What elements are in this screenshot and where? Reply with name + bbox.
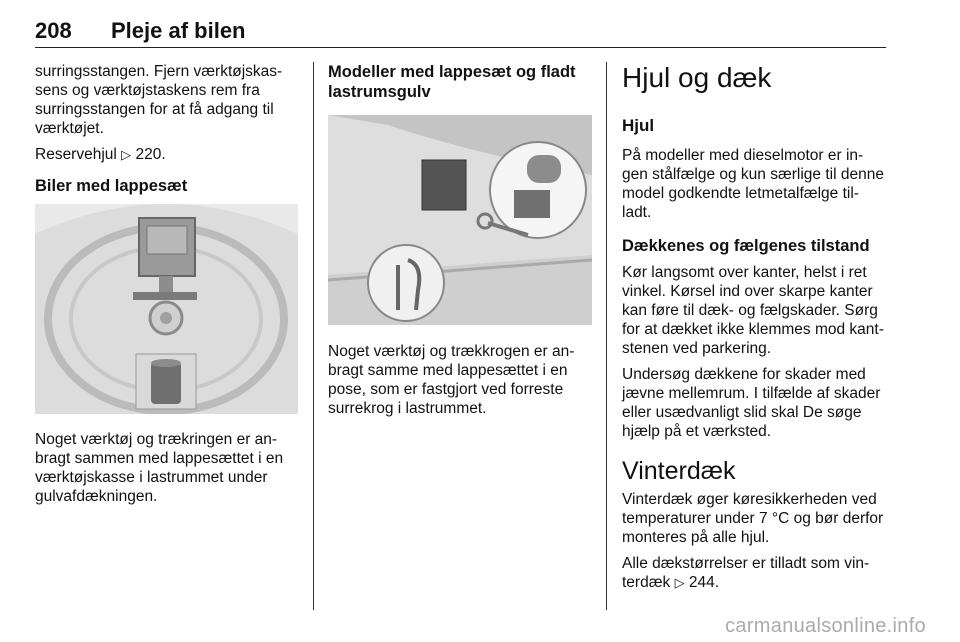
figure-caption-2: Noget værktøj og trækkrogen er an- bragt samme med lappesættet i en pose, som er fastgjort ved forreste surrekrog i lastrummet. (328, 343, 575, 417)
page-number: 208 (35, 18, 72, 43)
paragraph: surringsstangen. Fjern værktøjskas- sens og værktøjstaskens rem fra surringsstangen for at få adgang til værktøjet. (35, 63, 283, 137)
paragraph: På modeller med dieselmotor er in- gen stålfælge og kun særlige til denne model godkendte letmetalfælge til- ladt. (622, 147, 884, 221)
arrow-ref-icon: ▷ (674, 575, 685, 590)
arrow-ref-icon: ▷ (121, 147, 132, 162)
paragraph: Kør langsomt over kanter, helst i ret vinkel. Kørsel ind over skarpe kanter kan føre til dæk- og fælgskader. Sørg for at dækket ikke klemmes mod kant- stenen ved parkering. (622, 264, 884, 357)
column-divider (606, 62, 607, 610)
paragraph: Undersøg dækkene for skader med jævne mellemrum. I tilfælde af skader eller usædvanligt slid skal De søge hjælp på et værksted. (622, 366, 881, 440)
figure-caption-1: Noget værktøj og trækringen er an- bragt sammen med lappesættet i en værktøjskasse i lastrummet under gulvafdækningen. (35, 431, 284, 505)
toolbox-illustration (35, 204, 298, 414)
section-heading: Biler med lappesæt (35, 177, 188, 195)
repair-kit-figure (328, 115, 592, 325)
cross-reference: Alle dækstørrelser er tilladt som vin- terdæk ▷ 244. (622, 555, 870, 591)
header-rule (35, 47, 886, 48)
section-title: Hjul og dæk (622, 62, 772, 93)
section-heading: Dækkenes og fælgenes tilstand (622, 237, 870, 255)
page-header (35, 18, 885, 48)
subsection-title: Hjul (622, 116, 655, 135)
chapter-title: Pleje af bilen (111, 18, 246, 43)
section-heading: Modeller med lappesæt og fladt lastrumsgulv (328, 63, 576, 101)
toolbox-figure (35, 204, 298, 414)
column-2 (328, 62, 593, 102)
paragraph: Vinterdæk øger køresikkerheden ved temperaturer under 7 °C og bør derfor monteres på alle hjul. (622, 491, 884, 546)
column-3 (622, 62, 888, 599)
section-title: Vinterdæk (622, 457, 736, 485)
repair-kit-illustration (328, 115, 592, 325)
watermark[interactable]: carmanualsonline.info (725, 615, 926, 637)
column-divider (313, 62, 314, 610)
cross-reference: Reservehjul ▷ 220. (35, 146, 166, 163)
column-1 (35, 62, 300, 196)
